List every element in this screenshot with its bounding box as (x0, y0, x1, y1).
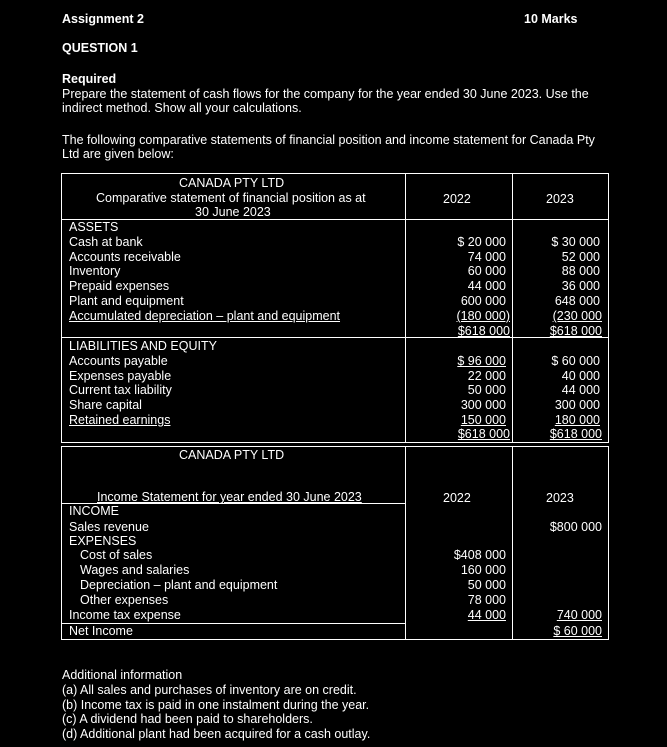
expense-label: Depreciation – plant and equipment (80, 578, 278, 592)
question-title: QUESTION 1 (62, 41, 138, 55)
liab-total-2023: $618 000 (549, 427, 602, 441)
total-expenses: 740 000 (556, 608, 602, 622)
assets-row-label: Accounts receivable (69, 250, 181, 264)
additional-item: (d) Additional plant had been acquired for a cash outlay. (62, 727, 371, 741)
assets-row-label: Cash at bank (69, 235, 143, 249)
liability-2023-value: 300 000 (554, 398, 600, 412)
expense-label: Wages and salaries (80, 563, 190, 577)
additional-item: (a) All sales and purchases of inventory are on credit. (62, 683, 357, 697)
expense-label: Cost of sales (80, 548, 153, 562)
liability-2023-value: 40 000 (561, 369, 600, 383)
sofp-company: CANADA PTY LTD (179, 176, 285, 190)
net-income-label: Net Income (69, 624, 133, 638)
income-table (61, 446, 609, 640)
income-title: Income Statement for year ended 30 June 2023 (97, 490, 362, 504)
net-income-value: $ 60 000 (553, 624, 602, 638)
assets-total-2022: $618 000 (457, 324, 510, 338)
liab-total-2022: $618 000 (457, 427, 510, 441)
liability-2022-value: 300 000 (460, 398, 506, 412)
liability-2022-value: 22 000 (467, 369, 506, 383)
liability-2023-value: $ 60 000 (551, 354, 600, 368)
additional-item: (c) A dividend had been paid to shareholders. (62, 712, 313, 726)
liability-row-label: Retained earnings (69, 413, 171, 427)
asset-2022-value: 74 000 (467, 250, 506, 264)
expense-value: 78 000 (467, 593, 506, 607)
asset-2023-value: 648 000 (554, 294, 600, 308)
asset-2023-value: 88 000 (561, 264, 600, 278)
sales-value: $800 000 (549, 520, 602, 534)
required-heading: Required (62, 72, 117, 86)
liabilities-heading: LIABILITIES AND EQUITY (69, 339, 217, 353)
asset-2023-value: (230 000 (552, 309, 602, 323)
tax-label: Income tax expense (69, 608, 181, 622)
assets-total-2023: $618 000 (549, 324, 602, 338)
expense-value: $408 000 (453, 548, 506, 562)
required-line-1: Prepare the statement of cash flows for the company for the year ended 30 June 2023. Use the (62, 87, 589, 101)
assets-row-label: Inventory (69, 264, 121, 278)
liability-row-label: Share capital (69, 398, 142, 412)
assets-row-label: Plant and equipment (69, 294, 184, 308)
sofp-title-1: Comparative statement of financial position as at (96, 191, 366, 205)
sofp-title-2: 30 June 2023 (195, 205, 271, 219)
additional-item: (b) Income tax is paid in one instalment during the year. (62, 698, 370, 712)
asset-2022-value: (180 000) (456, 309, 510, 323)
sales-label: Sales revenue (69, 520, 149, 534)
sofp-table (61, 173, 609, 443)
additional-heading: Additional information (62, 668, 183, 682)
income-heading: INCOME (69, 504, 119, 518)
liability-row-label: Expenses payable (69, 369, 172, 383)
sofp-col-2023: 2023 (546, 192, 574, 206)
marks-label: 10 Marks (524, 12, 578, 26)
asset-2023-value: 36 000 (561, 279, 600, 293)
liability-2022-value: $ 96 000 (457, 354, 506, 368)
liability-2023-value: 44 000 (561, 383, 600, 397)
asset-2022-value: 600 000 (460, 294, 506, 308)
income-company: CANADA PTY LTD (179, 448, 285, 462)
asset-2022-value: 44 000 (467, 279, 506, 293)
intro-line-1: The following comparative statements of financial position and income statement for Canada Pty (62, 133, 595, 147)
assets-heading: ASSETS (69, 220, 119, 234)
assignment-title: Assignment 2 (62, 12, 144, 26)
expense-value: 160 000 (460, 563, 506, 577)
assets-row-label: Accumulated depreciation – plant and equipment (69, 309, 341, 323)
liability-2023-value: 180 000 (554, 413, 600, 427)
income-col-2022: 2022 (443, 491, 471, 505)
expense-label: Other expenses (80, 593, 169, 607)
liability-2022-value: 50 000 (467, 383, 506, 397)
asset-2023-value: $ 30 000 (551, 235, 600, 249)
expenses-heading: EXPENSES (69, 534, 137, 548)
assets-row-label: Prepaid expenses (69, 279, 170, 293)
expense-value: 50 000 (467, 578, 506, 592)
asset-2022-value: $ 20 000 (457, 235, 506, 249)
liability-row-label: Current tax liability (69, 383, 172, 397)
liability-row-label: Accounts payable (69, 354, 168, 368)
income-col-2023: 2023 (546, 491, 574, 505)
required-line-2: indirect method. Show all your calculations. (62, 101, 302, 115)
sofp-col-2022: 2022 (443, 192, 471, 206)
tax-value: 44 000 (467, 608, 506, 622)
intro-line-2: Ltd are given below: (62, 147, 174, 161)
asset-2022-value: 60 000 (467, 264, 506, 278)
liability-2022-value: 150 000 (460, 413, 506, 427)
asset-2023-value: 52 000 (561, 250, 600, 264)
